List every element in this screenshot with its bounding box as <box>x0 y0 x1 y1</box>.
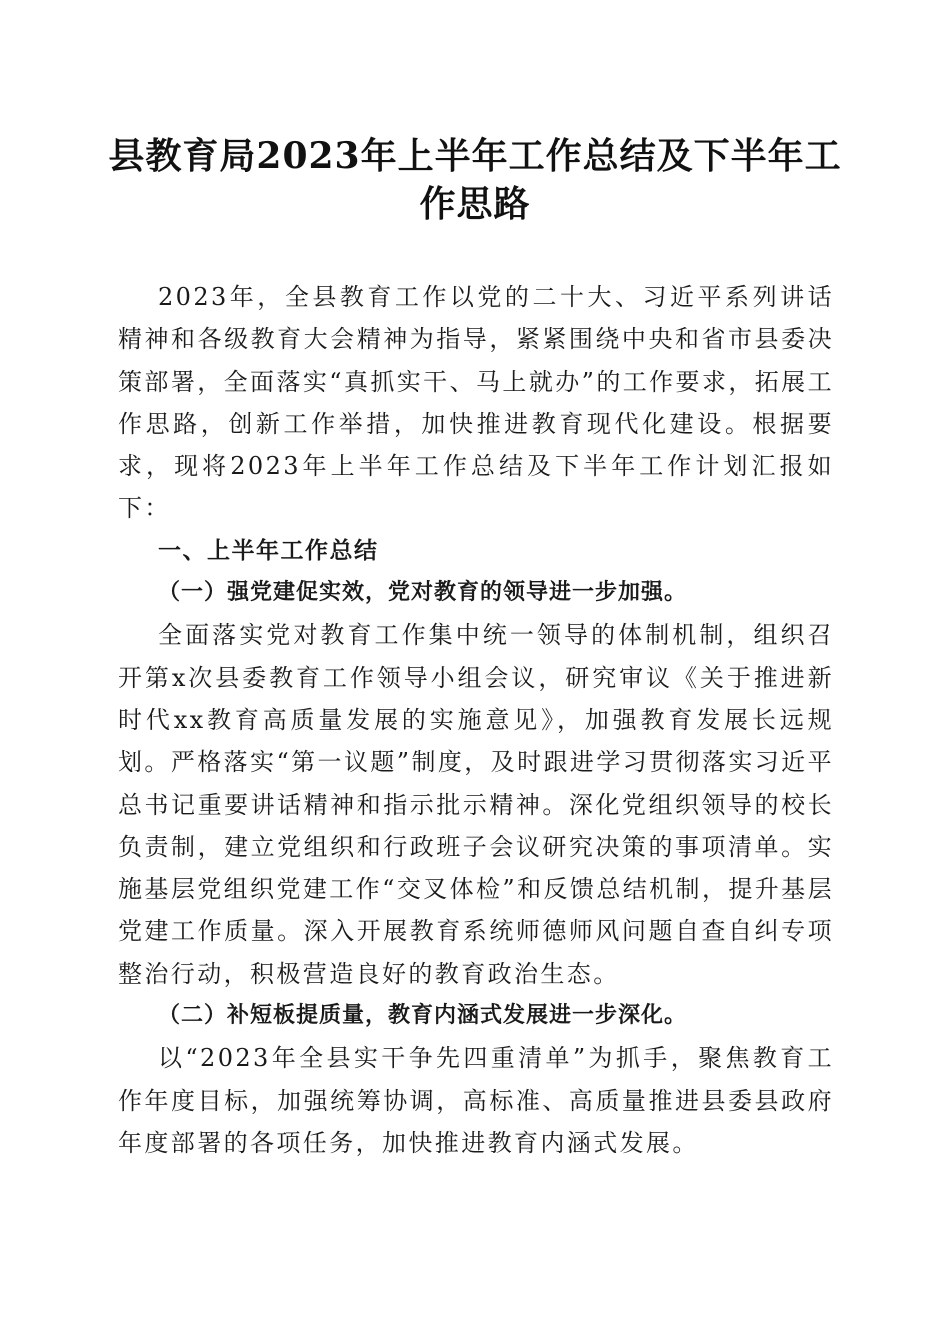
document-body <box>118 276 834 1164</box>
intro-paragraph: 2023年，全县教育工作以党的二十大、习近平系列讲话精神和各级教育大会精神为指导，紧紧围绕中央和省市县委决策部署，全面落实“真抓实干、马上就办”的工作要求，拓展工作思路，创新工作举措，加快推进教育现代化建设。根据要求，现将2023年上半年工作总结及下半年工作计划汇报如下： <box>118 283 834 523</box>
document-title: 县教育局2023年上半年工作总结及下半年工作思路 <box>108 135 842 225</box>
body-paragraph: 以“2023年全县实干争先四重清单”为抓手，聚焦教育工作年度目标，加强统筹协调，高标准、高质量推进县委县政府年度部署的各项任务，加快推进教育内涵式发展。 <box>118 1044 834 1157</box>
subsection-heading: （一）强党建促实效，党对教育的领导进一步加强。 <box>158 580 688 606</box>
subsection-heading: （二）补短板提质量，教育内涵式发展进一步深化。 <box>158 1003 688 1029</box>
body-paragraph: 全面落实党对教育工作集中统一领导的体制机制，组织召开第x次县委教育工作领导小组会议，研究审议《关于推进新时代xx教育高质量发展的实施意见》，加强教育发展长远规划。严格落实“第一议题”制度，及时跟进学习贯彻落实习近平总书记重要讲话精神和指示批示精神。深化党组织领导的校长负责制，建立党组织和行政班子会议研究决策的事项清单。实施基层党组织党建工作“交叉体检”和反馈总结机制，提升基层党建工作质量。深入开展教育系统师德师风问题自查自纠专项整治行动，积极营造良好的教育政治生态。 <box>118 621 834 988</box>
section-heading: 一、上半年工作总结 <box>158 537 379 564</box>
